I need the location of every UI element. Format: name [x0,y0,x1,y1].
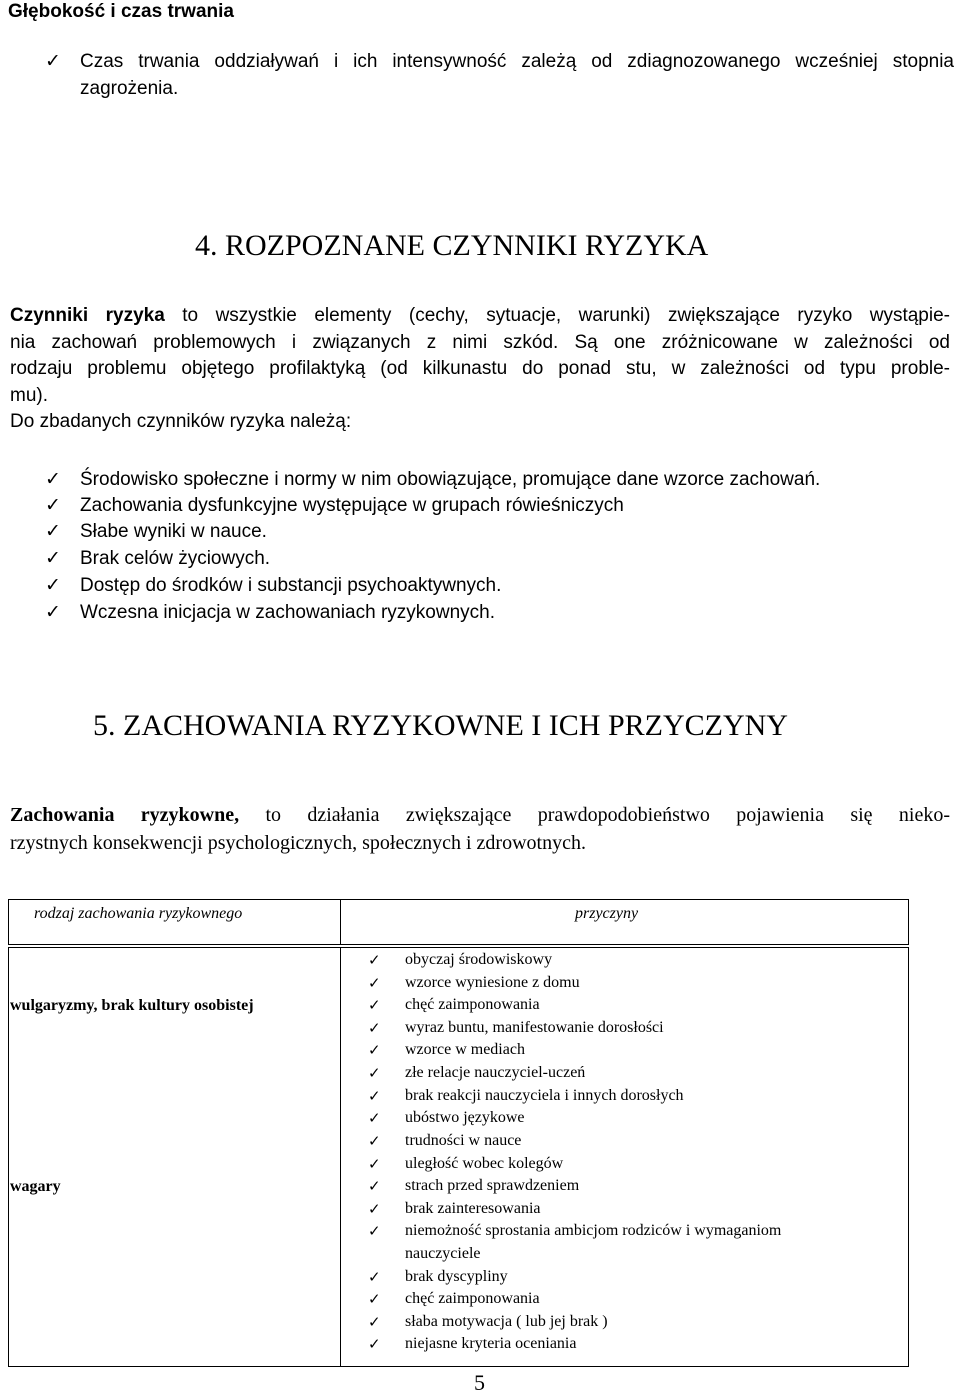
table-header-causes: przyczyny [575,905,639,922]
behavior-truancy: wagary [10,1178,61,1195]
risk-factors-paragraph: Czynniki ryzyka to wszystkie elementy (cechy, sytuacje, warunki) zwiększające ryzyko wystąpie- nia zachowań problemowych i związanych z nimi szkód. Są one zróżnicowane w zależności od rodzaju problemu objętego profilaktyką (od kilkunastu do ponad stu, w zależności od typu proble- mu). Do zbadanych czynników ryzyka należą: [10,305,950,432]
check-icon: ✓ [368,1267,381,1286]
check-icon: ✓ [368,996,381,1015]
check-icon: ✓ [368,1222,381,1241]
duration-item-cont: zagrożenia. [80,78,179,99]
section-title-depth: Głębokość i czas trwania [8,1,234,22]
check-icon: ✓ [45,601,61,623]
section-heading-risk-behaviors: 5. ZACHOWANIA RYZYKOWNE I ICH PRZYCZYNY [93,709,788,742]
duration-item: Czas trwania oddziaływań i ich intensywność zależą od zdiagnozowanego wcześniej stopnia [80,51,954,72]
check-icon: ✓ [368,1109,381,1128]
check-icon: ✓ [368,1335,381,1354]
check-icon: ✓ [45,494,61,516]
list-item: Wczesna inicjacja w zachowaniach ryzykownych. [80,602,495,623]
check-icon: ✓ [368,1064,381,1082]
check-icon: ✓ [368,1132,381,1150]
list-item: Słabe wyniki w nauce. [80,521,267,542]
list-item: Brak celów życiowych. [80,548,271,569]
check-icon: ✓ [45,50,61,72]
check-icon: ✓ [368,1041,381,1060]
check-icon: ✓ [368,1086,381,1105]
check-icon: ✓ [368,1290,381,1309]
check-icon: ✓ [45,468,61,490]
behavior-vulgarisms: wulgaryzmy, brak kultury osobistej [10,997,254,1014]
check-icon: ✓ [368,1018,381,1037]
list-item: Zachowania dysfunkcyjne występujące w grupach rówieśniczych [80,495,624,516]
check-icon: ✓ [368,951,381,969]
check-icon: ✓ [368,1312,381,1331]
list-item: Dostęp do środków i substancji psychoaktywnych. [80,575,502,596]
check-icon: ✓ [45,547,61,569]
risk-behaviors-paragraph: Zachowania ryzykowne, to działania zwiększające prawdopodobieństwo pojawienia się nieko- rzystnych konsekwencji psychologicznych, społecznych i zdrowotnych. [10,804,950,854]
check-icon: ✓ [368,973,381,992]
section-heading-risk-factors: 4. ROZPOZNANE CZYNNIKI RYZYKA [195,229,709,262]
check-icon: ✓ [45,574,61,596]
check-icon: ✓ [368,1177,381,1196]
check-icon: ✓ [368,1199,381,1218]
page-number: 5 [474,1370,485,1395]
table-header-behavior: rodzaj zachowania ryzykownego [34,905,243,922]
list-item: Środowisko społeczne i normy w nim obowiązujące, promujące dane wzorce zachowań. [80,469,821,490]
check-icon: ✓ [45,520,61,542]
check-icon: ✓ [368,1154,381,1173]
